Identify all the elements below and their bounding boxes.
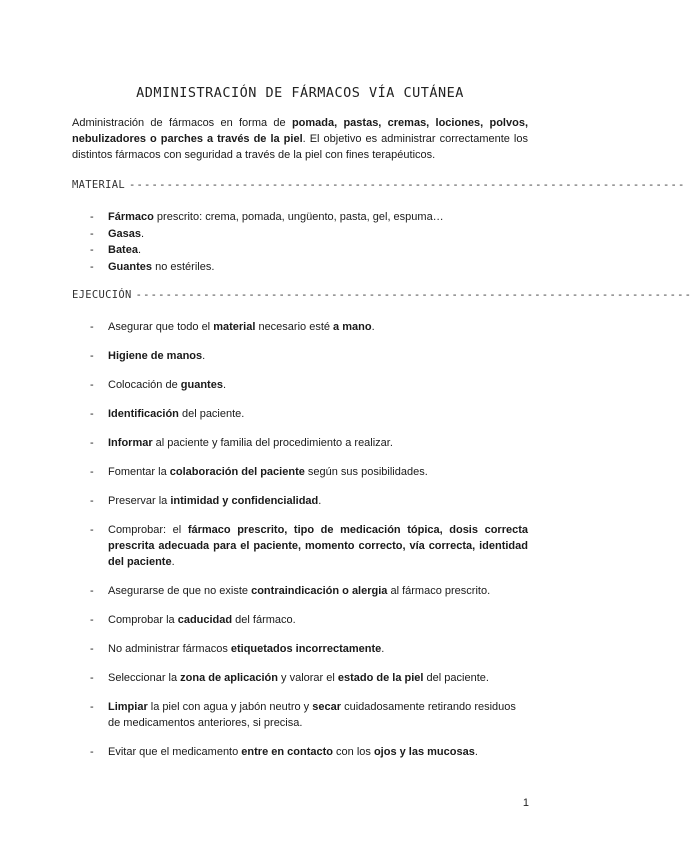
step-item: - Limpiar la piel con agua y jabón neutro y secar cuidadosamente retirando residuos de medicamentos anteriores, si precisa. bbox=[90, 699, 528, 731]
list-item: - Fármaco prescrito: crema, pomada, ungüento, pasta, gel, espuma… bbox=[90, 209, 520, 226]
page-title: ADMINISTRACIÓN DE FÁRMACOS VÍA CUTÁNEA bbox=[136, 85, 464, 102]
step-item: - Colocación de guantes. bbox=[90, 377, 528, 393]
step-item: - Asegurarse de que no existe contraindicación o alergia al fármaco prescrito. bbox=[90, 583, 528, 599]
step-item: - No administrar fármacos etiquetados incorrectamente. bbox=[90, 641, 528, 657]
step-item: - Seleccionar la zona de aplicación y valorar el estado de la piel del paciente. bbox=[90, 670, 528, 686]
list-item: - Gasas. bbox=[90, 226, 520, 243]
step-item: - Informar al paciente y familia del procedimiento a realizar. bbox=[90, 435, 528, 451]
step-item: - Preservar la intimidad y confidencialidad. bbox=[90, 493, 528, 509]
list-item: - Guantes no estériles. bbox=[90, 259, 520, 276]
list-item: - Batea. bbox=[90, 242, 520, 259]
material-heading-rule: -------------------------------------------------------------------------- bbox=[128, 179, 686, 191]
material-heading bbox=[72, 179, 686, 191]
step-item: - Asegurar que todo el material necesario esté a mano. bbox=[90, 319, 528, 335]
step-item: - Comprobar la caducidad del fármaco. bbox=[90, 612, 528, 628]
step-item: - Comprobar: el fármaco prescrito, tipo de medicación tópica, dosis correcta prescrita adecuada para el paciente, momento correcto, vía correcta, identidad del paciente. bbox=[90, 522, 528, 570]
step-item: - Higiene de manos. bbox=[90, 348, 528, 364]
ejecucion-steps bbox=[90, 319, 528, 773]
step-item: - Fomentar la colaboración del paciente según sus posibilidades. bbox=[90, 464, 528, 480]
material-heading-label: MATERIAL bbox=[72, 179, 125, 191]
intro-paragraph: Administración de fármacos en forma de pomada, pastas, cremas, lociones, polvos, nebulizadores o parches a través de la piel. El objetivo es administrar correctamente los distintos fármacos con seguridad a través de la piel con fines terapéuticos. bbox=[72, 117, 528, 161]
step-item: - Identificación del paciente. bbox=[90, 406, 528, 422]
page-number: 1 bbox=[522, 797, 529, 809]
step-item: - Evitar que el medicamento entre en contacto con los ojos y las mucosas. bbox=[90, 744, 528, 760]
ejecucion-heading-rule: -------------------------------------------------------------------------- bbox=[135, 289, 692, 301]
material-list bbox=[90, 209, 520, 275]
ejecucion-heading bbox=[72, 289, 692, 301]
ejecucion-heading-label: EJECUCIÓN bbox=[72, 289, 132, 301]
